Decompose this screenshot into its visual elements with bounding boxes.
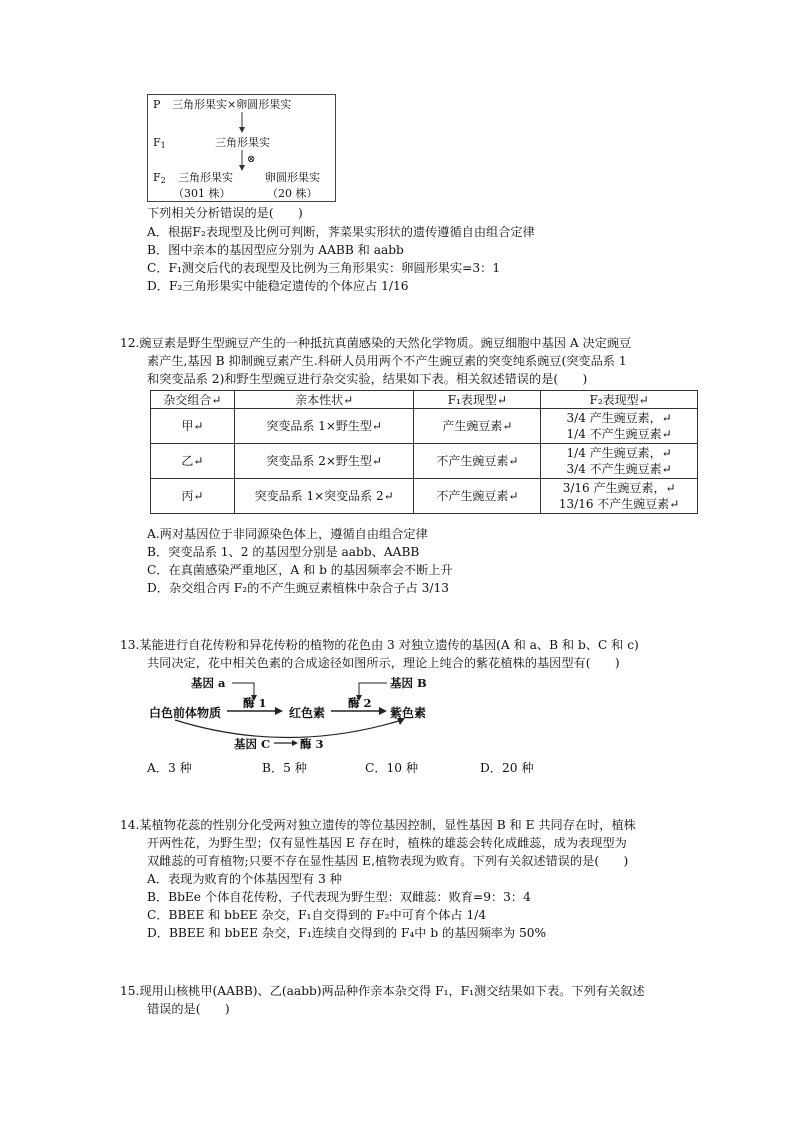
f2-line: 3/16 产生豌豆素，↵ xyxy=(562,481,676,495)
q14-stem-line2: 开两性花，为野生型；仅有显性基因 E 存在时，植株的雄蕊会转化成雌蕊，成为表现型为 xyxy=(147,836,627,850)
q12-option-b: B．突变品系 1、2 的基因型分别是 aabb、AABB xyxy=(147,545,420,559)
table-cell: 丙↵ xyxy=(151,479,235,514)
f1-label: $F_1$ xyxy=(153,136,166,150)
table-cell: 甲↵ xyxy=(151,409,235,444)
q14-option-c: C．BBEE 和 bbEE 杂交，F₁自交得到的 F₂中可育个体占 1/4 xyxy=(147,908,487,922)
table-cell: 乙↵ xyxy=(151,444,235,479)
q14-stem-line3: 双雌蕊的可育植物;只要不存在显性基因 E,植物表现为败育。下列有关叙述错误的是( ) xyxy=(147,854,629,868)
f1-text: 三角形果实 xyxy=(215,136,270,149)
header-cell: 杂交组合↵ xyxy=(151,391,235,409)
q14-option-d: D．BBEE 和 bbEE 杂交，F₁连续自交得到的 F₄中 b 的基因频率为 50% xyxy=(147,926,547,940)
red-pigment-label: 红色素 xyxy=(289,706,326,720)
f2-left-phenotype: 三角形果实 xyxy=(178,171,233,184)
q11-option-d: D．F₂三角形果实中能稳定遗传的个体应占 1/16 xyxy=(147,279,409,293)
table-cell xyxy=(541,479,698,514)
table-row xyxy=(151,409,698,444)
q11-option-c: C．F₁测交后代的表现型及比例为三角形果实：卵圆形果实=3：1 xyxy=(147,261,501,275)
q12-option-d: D．杂交组合丙 F₂的不产生豌豆素植株中杂合子占 3/13 xyxy=(147,581,449,595)
table-header-row xyxy=(151,391,698,409)
table-cell: 不产生豌豆素↵ xyxy=(414,444,541,479)
table-cell: 产生豌豆素↵ xyxy=(414,409,541,444)
p-label: P xyxy=(153,98,161,111)
q11-stem: 下列相关分析错误的是( ) xyxy=(147,206,303,220)
q12-option-a: A.两对基因位于非同源染色体上，遵循自由组合定律 xyxy=(147,527,428,541)
table-row xyxy=(151,479,698,514)
f2-right-count: （20 株） xyxy=(267,187,318,200)
table-cell: 突变品系 1×突变品系 2↵ xyxy=(234,479,414,514)
gene-c-label: 基因 C xyxy=(234,737,271,751)
table-row xyxy=(151,444,698,479)
f2-right-phenotype: 卵圆形果实 xyxy=(265,171,320,184)
q12-stem-line3: 和突变品系 2)和野生型豌豆进行杂交实验，结果如下表。相关叙述错误的是( ) xyxy=(147,372,588,386)
arrow-down-icon xyxy=(236,112,248,134)
q15-stem-line2: 错误的是( ) xyxy=(147,1002,230,1016)
gene-a-label: 基因 a xyxy=(191,676,226,690)
q14-stem-line1: 14.某植物花蕊的性别分化受两对独立遗传的等位基因控制，显性基因 B 和 E 共同存在时，植株 xyxy=(120,818,636,832)
header-cell: F₂表现型↵ xyxy=(541,391,698,409)
f2-label: $F_2$ xyxy=(153,171,166,185)
q12-option-c: C．在真菌感染严重地区，A 和 b 的基因频率会不断上升 xyxy=(147,563,453,577)
header-cell: F₁表现型↵ xyxy=(414,391,541,409)
purple-pigment-label: 紫色素 xyxy=(390,706,427,720)
f2-line: 1/4 不产生豌豆素↵ xyxy=(566,427,672,441)
q11-option-b: B．图中亲本的基因型应分别为 AABB 和 aabb xyxy=(147,243,404,257)
q12-stem-line2: 素产生,基因 B 抑制豌豆素产生.科研人员用两个不产生豌豆素的突变纯系豌豆(突变品系 1 xyxy=(147,354,627,368)
f2-line: 3/4 产生豌豆素，↵ xyxy=(566,411,672,425)
q13-stem-line1: 13.某能进行自花传粉和异花传粉的植物的花色由 3 对独立遗传的基因(A 和 a、B 和 b、C 和 c) xyxy=(120,638,639,652)
q15-stem-line1: 15.现用山核桃甲(AABB)、乙(aabb)两品种作亲本杂交得 F₁，F₁测交结果如下表。下列有关叙述 xyxy=(120,984,645,998)
f2-line: 1/4 产生豌豆素，↵ xyxy=(566,446,672,460)
header-cell: 亲本性状↵ xyxy=(234,391,414,409)
enzyme3-label: 酶 3 xyxy=(300,737,324,751)
table-cell: 突变品系 1×野生型↵ xyxy=(234,409,414,444)
pigment-pathway-diagram xyxy=(147,673,447,755)
f2-line: 3/4 不产生豌豆素↵ xyxy=(566,462,672,476)
q14-option-b: B．BbEe 个体自花传粉，子代表现为野生型：双雌蕊：败育=9：3：4 xyxy=(147,890,531,904)
q11-option-a: A．根据F₂表现型及比例可判断，荠菜果实形状的遗传遵循自由组合定律 xyxy=(147,225,535,239)
q13-stem-line2: 共同决定，花中相关色素的合成途径如图所示，理论上纯合的紫花植株的基因型有( ) xyxy=(147,656,620,670)
self-cross-icon: ⊗ xyxy=(247,154,256,165)
q12-stem-line1: 12.豌豆素是野生型豌豆产生的一种抵抗真菌感染的天然化学物质。豌豆细胞中基因 A 决定豌豆 xyxy=(120,336,632,350)
q12-table xyxy=(150,390,698,514)
cross-diagram xyxy=(147,94,336,202)
table-cell: 突变品系 2×野生型↵ xyxy=(234,444,414,479)
table-cell: 不产生豌豆素↵ xyxy=(414,479,541,514)
enzyme1-label: 酶 1 xyxy=(243,696,267,710)
p-text: 三角形果实×卵圆形果实 xyxy=(172,98,292,111)
q13-option-a: A．3 种 xyxy=(147,761,192,775)
q13-option-d: D．20 种 xyxy=(480,761,534,775)
gene-b-label: 基因 B xyxy=(390,676,427,690)
q13-option-b: B．5 种 xyxy=(262,761,307,775)
f2-left-count: （301 株） xyxy=(173,187,231,200)
enzyme2-label: 酶 2 xyxy=(348,696,372,710)
q13-option-c: C．10 种 xyxy=(365,761,419,775)
f2-line: 13/16 不产生豌豆素↵ xyxy=(558,497,680,511)
q14-option-a: A．表现为败育的个体基因型有 3 种 xyxy=(147,872,342,886)
table-cell xyxy=(541,409,698,444)
precursor-label: 白色前体物质 xyxy=(149,706,222,720)
table-cell xyxy=(541,444,698,479)
